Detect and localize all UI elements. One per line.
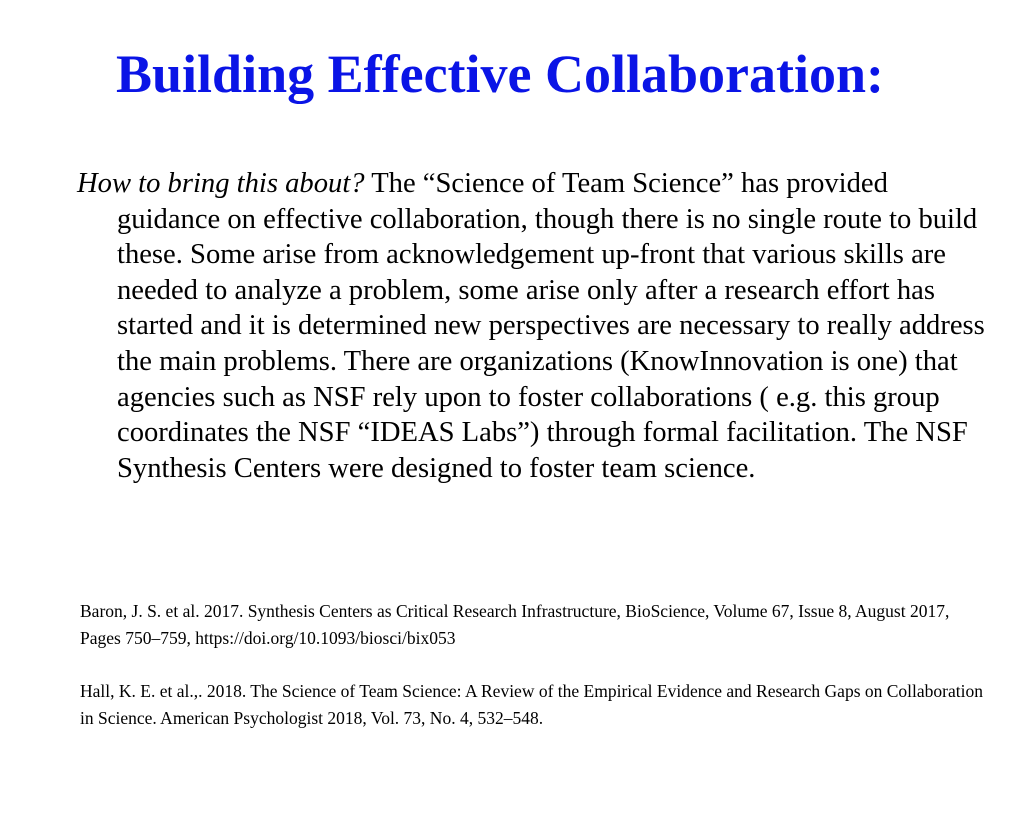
paragraph-text: The “Science of Team Science” has provided guidance on effective collaboration, though there is no single route to build these. Some arise from acknowledgement up-front that various skills are needed to analyze a problem, some arise only after a research effort has started and it is determined new perspectives are necessary to really address the main problems. There are organizations (KnowInnovation is one) that agencies such as NSF rely upon to foster collaborations ( e.g. this group coordinates the NSF “IDEAS Labs”) through formal facilitation. The NSF Synthesis Centers were designed to foster team science. bbox=[117, 168, 985, 484]
reference-hall-2018: Hall, K. E. et al.,. 2018. The Science of Team Science: A Review of the Empirical Evidence and Research Gaps on Collaboration in Science. American Psychologist 2018, Vol. 73, No. 4, 532–548. bbox=[80, 681, 983, 728]
references-section bbox=[80, 598, 985, 731]
lead-question: How to bring this about? bbox=[77, 168, 365, 199]
reference-baron-2017: Baron, J. S. et al. 2017. Synthesis Centers as Critical Research Infrastructure, BioScience, Volume 67, Issue 8, August 2017, Pages 750–759, https://doi.org/10.1093/biosci/bix053 bbox=[80, 601, 950, 648]
slide-title: Building Effective Collaboration: bbox=[116, 44, 884, 104]
body-paragraph bbox=[77, 166, 987, 486]
